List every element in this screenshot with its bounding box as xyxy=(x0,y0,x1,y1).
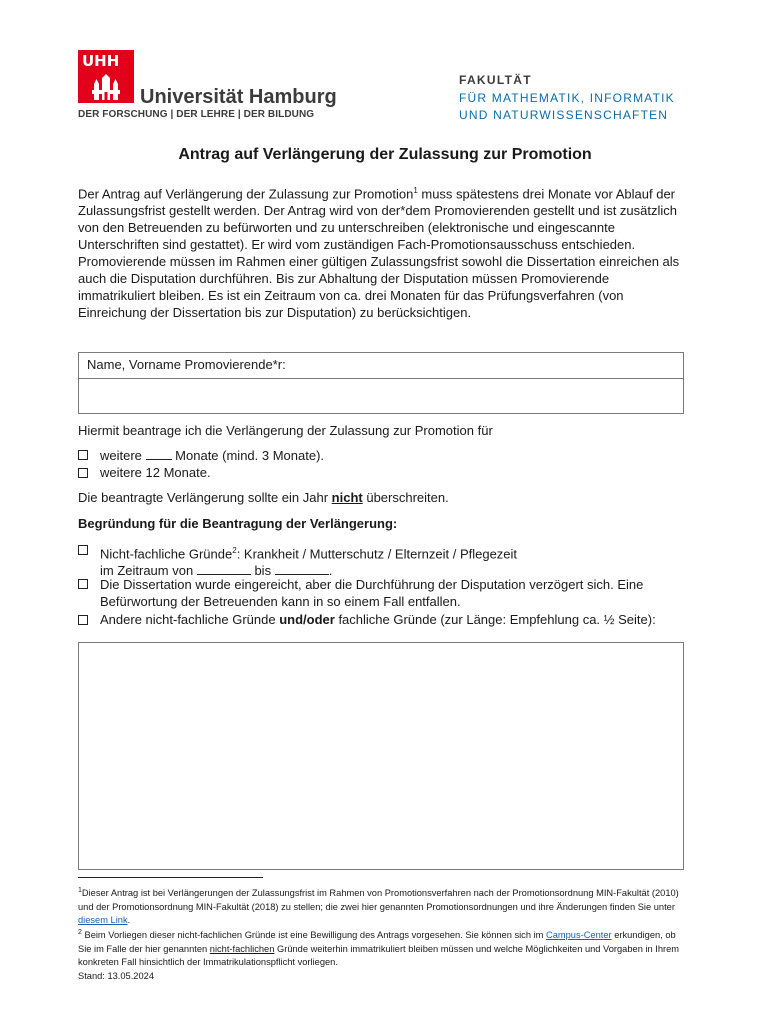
checkbox-icon[interactable] xyxy=(78,579,88,589)
option-1-suffix: Monate (mind. 3 Monate). xyxy=(175,448,325,463)
option-extend-12-months[interactable] xyxy=(78,465,688,481)
footnote-1-text: Dieser Antrag ist bei Verlängerungen der Zulassungsfrist im Rahmen von Promotionsverfahren nach der Promotionsordnung MIN-Fakultät (2010) und der Promotionsordnung MIN-Fakultät (2018) zu stellen; die zwei hier genannten Promotionsordnungen und ihre Änderungen finden Sie unter xyxy=(78,888,679,912)
name-field-divider xyxy=(79,378,683,379)
footnote-1-end: . xyxy=(127,915,131,926)
option-2-label: weitere 12 Monate. xyxy=(100,465,211,480)
option-1-prefix: weitere xyxy=(100,448,142,463)
request-line: Hiermit beantrage ich die Verlängerung der Zulassung zur Promotion für xyxy=(78,423,493,438)
intro-p1-b: muss spätestens drei Monate vor Ablauf der Zulassungsfrist gestellt werden. Der Antrag wird von der*dem Promovierenden gestellt und ist zusätzlich von den Betreuenden zu befürworten und zu unterschreiben (elektronische und eingescannte Unterschriften sind gestattet). Er wird vom zuständigen Fach-Promotionsausschuss entschieden. xyxy=(78,186,678,253)
footnote-2-text-c: Gründe weiterhin immatrikuliert bleiben müssen und welche Möglichkeiten und Vorgaben in Ihrem konkreten Fall hinsichtlich der Immatrikulationspflicht vorliegen. xyxy=(78,943,680,968)
footnote-2-text-a: Beim Vorliegen dieser nicht-fachlichen Gründe ist eine Bewilligung des Antrags vorgesehen. Sie können sich im xyxy=(81,930,546,941)
uhh-logo-icon xyxy=(78,50,134,103)
footnote-ref-1[interactable]: 1 xyxy=(413,186,418,195)
intro-text xyxy=(78,182,688,321)
checkbox-icon[interactable] xyxy=(78,468,88,478)
faculty-line-1: FAKULTÄT xyxy=(459,73,532,87)
reason-3-b: fachliche Gründe (zur Länge: Empfehlung ca. ½ Seite): xyxy=(334,612,656,627)
footnote-1 xyxy=(78,884,690,928)
reason-3-a: Andere nicht-fachliche Gründe xyxy=(100,612,280,627)
reason-1-a: Nicht-fachliche Gründe xyxy=(100,546,233,562)
footnote-2 xyxy=(78,926,690,970)
logo-text: UHH xyxy=(82,52,120,70)
university-tagline: DER FORSCHUNG | DER LEHRE | DER BILDUNG xyxy=(78,109,315,120)
reason-non-professional[interactable] xyxy=(78,542,688,579)
footnote-divider xyxy=(78,877,263,878)
period-from-label: im Zeitraum von xyxy=(100,563,194,579)
footnote-2-number: 2 xyxy=(78,929,82,936)
reason-dissertation-submitted[interactable] xyxy=(78,576,688,610)
footnote-1-number: 1 xyxy=(78,887,82,894)
university-name: Universität Hamburg xyxy=(140,86,337,108)
footnote-2-underlined: nicht-fachlichen xyxy=(209,943,275,954)
limit-note-a: Die beantragte Verlängerung sollte ein Jahr xyxy=(78,490,332,505)
reason-other[interactable] xyxy=(78,612,688,628)
faculty-line-2: FÜR MATHEMATIK, INFORMATIK xyxy=(459,91,675,105)
months-blank[interactable] xyxy=(146,447,172,460)
intro-p2: Promovierende müssen im Rahmen einer gültigen Zulassungsfrist sowohl die Dissertation einreichen als auch die Disputation durchführen. Bis zur Abhaltung der Disputation müssen Promovierende immatrikuliert bleiben. Es ist ein Zeitraum von ca. drei Monaten für das Prüfungsverfahren (von Einreichung der Dissertation bis zur Disputation) zu berücksichtigen. xyxy=(78,254,680,321)
limit-note-bold: nicht xyxy=(331,490,363,505)
document-date: Stand: 13.05.2024 xyxy=(78,971,154,981)
form-title: Antrag auf Verlängerung der Zulassung zur Promotion xyxy=(178,146,592,163)
checkbox-icon[interactable] xyxy=(78,450,88,460)
reason-1-b: : Krankheit / Mutterschutz / Elternzeit / Pflegezeit xyxy=(236,546,518,562)
intro-p1-a: Der Antrag auf Verlängerung der Zulassung zur Promotion xyxy=(78,186,414,202)
limit-note-b: überschreiten. xyxy=(362,490,449,505)
footnote-1-link[interactable]: diesem Link xyxy=(78,915,128,926)
limit-note xyxy=(78,490,449,505)
option-extend-months[interactable] xyxy=(78,447,688,463)
reasons-heading: Begründung für die Beantragung der Verlängerung: xyxy=(78,516,398,531)
footnote-ref-2[interactable]: 2 xyxy=(232,546,237,555)
reason-3-bold: und/oder xyxy=(279,612,335,627)
castle-icon xyxy=(92,74,120,100)
name-field[interactable] xyxy=(78,352,684,414)
footnote-2-text-b: erkundigen, ob Sie im Falle der hier genannten xyxy=(78,930,676,954)
faculty-line-3: UND NATURWISSENSCHAFTEN xyxy=(459,108,669,122)
campus-center-link[interactable]: Campus-Center xyxy=(545,930,612,941)
period-to-blank[interactable] xyxy=(275,562,329,575)
period-from-blank[interactable] xyxy=(197,562,251,575)
checkbox-icon[interactable] xyxy=(78,545,88,555)
reason-2-label: Die Dissertation wurde eingereicht, aber die Durchführung der Disputation verzögert sich. Eine Befürwortung der Betreuenden kann in so einem Fall entfallen. xyxy=(100,577,644,609)
name-field-label: Name, Vorname Promovierende*r: xyxy=(87,357,286,372)
period-to-label: bis xyxy=(254,563,272,579)
period-end: . xyxy=(328,563,333,579)
reason-text-area[interactable] xyxy=(78,642,684,870)
checkbox-icon[interactable] xyxy=(78,615,88,625)
